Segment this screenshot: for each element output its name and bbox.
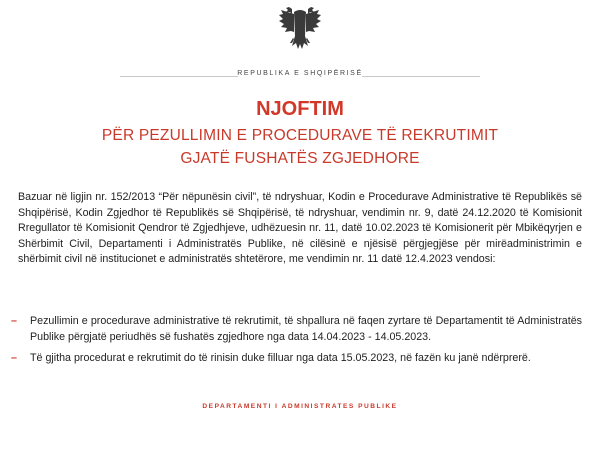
notice-subtitle-line1: PËR PEZULLIMIN E PROCEDURAVE TË REKRUTIMIT — [101, 127, 499, 144]
notice-body: Bazuar në ligjin nr. 152/2013 “Për nëpunësin civil”, të ndryshuar, Kodin e Procedurave Administrative të Republikës së Shqipërisë, Kodin Zgjedhor të Republikës së Shqipërisë, të ndryshuar, vendimin nr. 9, datë 24.12.2020 të Komisionit Rregullator të Komisionit Qendror të Zgjedhjeve, udhëzuesin nr. 11, datë 10.02.2023 të Komisionerit për Mbikëqyrjen e Shërbimit Civil, Departamenti i Administratës Publike, në cilësinë e njësisë përgjegjëse për mirëadministrimin e shërbimit civil në institucionet e administratës shtetërore, me vendimin nr. 11 datë 12.4.2023 vendosi: — [18, 191, 582, 266]
bullet-text: Të gjitha procedurat e rekrutimit do të rinisin duke filluar nga data 15.05.2023, në fazën ku janë ndërprerë. — [30, 352, 531, 364]
bullet-marker: – — [11, 352, 17, 364]
bullet-marker: – — [11, 315, 17, 327]
republic-header: REPUBLIKA E SHQIPËRISË — [237, 70, 363, 77]
notice-subtitle-line2: GJATË FUSHATËS ZGJEDHORE — [180, 150, 420, 167]
bullet-item — [11, 314, 582, 345]
department-footer: DEPARTAMENTI I ADMINISTRATES PUBLIKE — [202, 403, 398, 410]
double-headed-eagle-icon — [278, 2, 322, 60]
bullet-text: Pezullimin e procedurave administrative të rekrutimit, të shpallura në faqen zyrtare të Departamentit të Administratës Publike përgjatë periudhës së fushatës zgjedhore nga data 14.04.2023 - 14.05.2023. — [30, 315, 582, 343]
notice-title: NJOFTIM — [256, 98, 344, 120]
bullet-item — [11, 351, 582, 367]
